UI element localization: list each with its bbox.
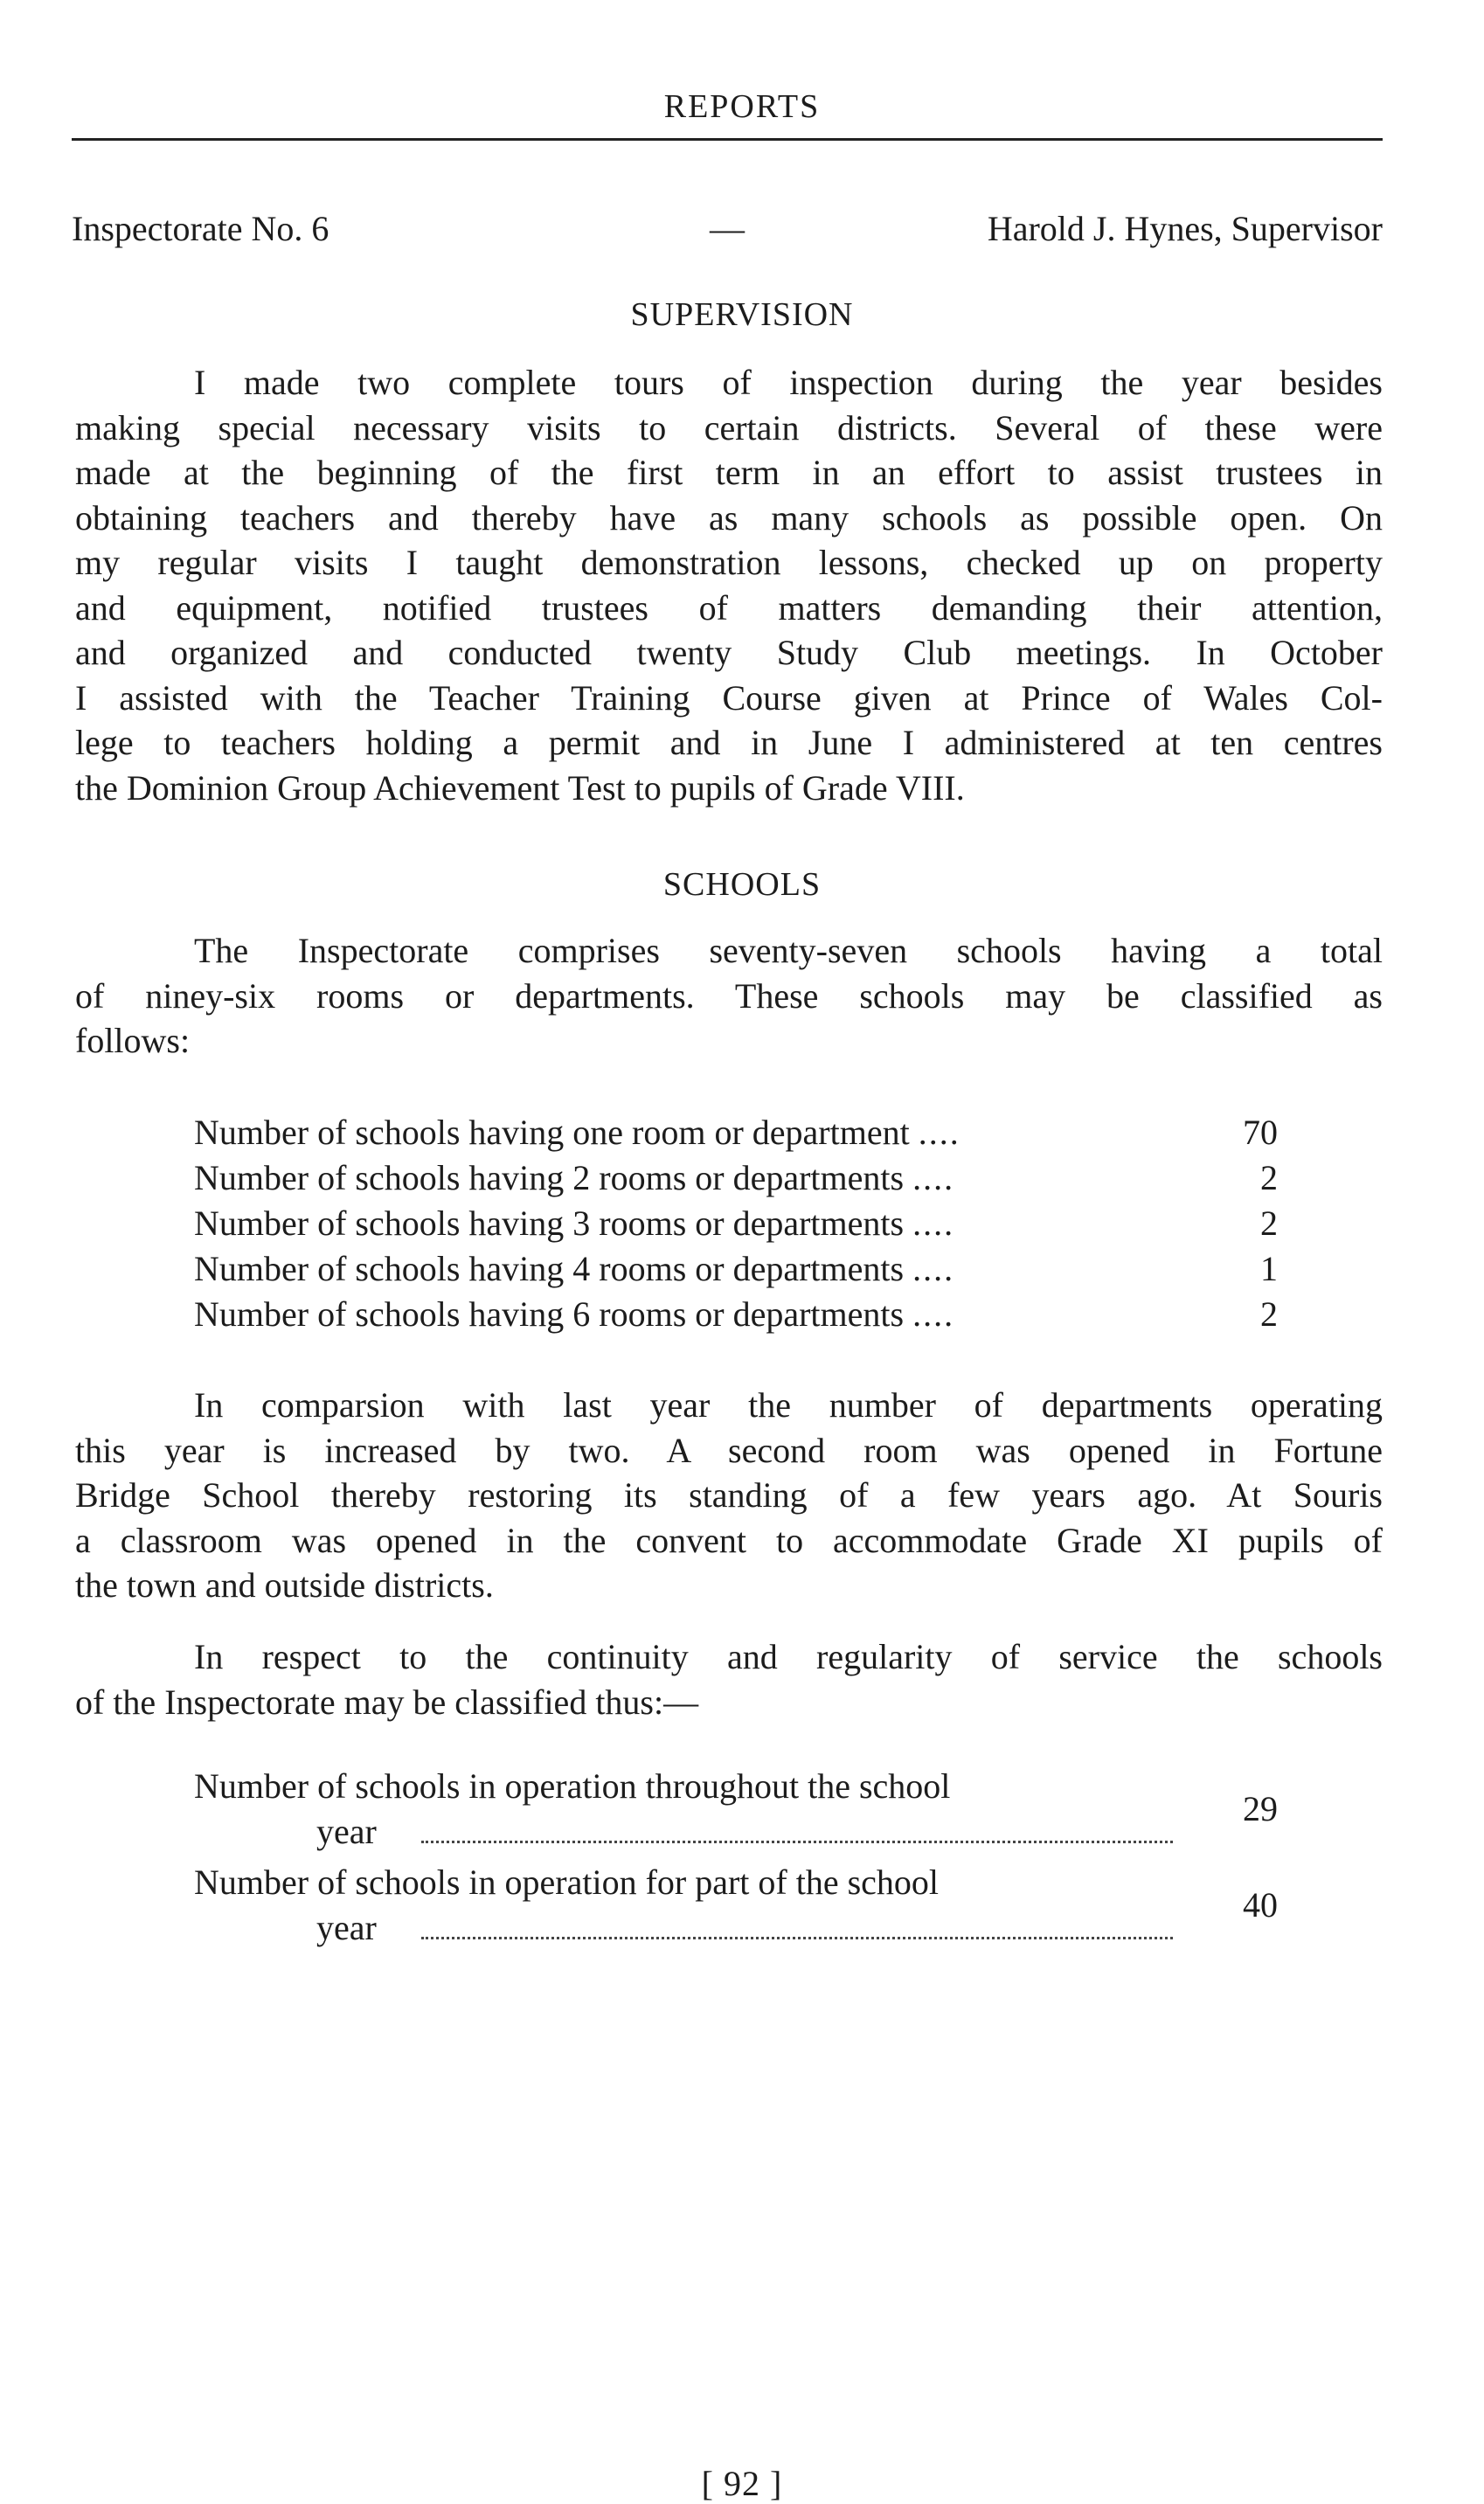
operation-table <box>194 1765 1278 1958</box>
paragraph-line: obtaining teachers and thereby have as many schools as possible open. On <box>75 497 1383 538</box>
row-value: 70 <box>1243 1113 1278 1152</box>
table-row <box>194 1157 1278 1203</box>
dot-leader <box>421 1937 1173 1939</box>
row-label: Number of schools in operation throughout the school <box>194 1766 951 1806</box>
classification-table <box>194 1112 1278 1339</box>
paragraph-line: this year is increased by two. A second room was opened in Fortune <box>75 1430 1383 1470</box>
paragraph-line: I made two complete tours of inspection during the year besides <box>194 363 1383 402</box>
supervisor-name: Harold J. Hynes, Supervisor <box>987 209 1383 248</box>
dot-leader: .... <box>912 1294 955 1334</box>
row-value: 2 <box>1260 1203 1278 1243</box>
paragraph-line: follows: <box>75 1021 191 1060</box>
schools-intro-paragraph <box>75 928 1383 1064</box>
paragraph-line: I assisted with the Teacher Training Course given at Prince of Wales Col- <box>75 677 1383 718</box>
paragraph-line: of niney-six rooms or departments. These schools may be classified as <box>75 975 1383 1016</box>
supervision-heading: SUPERVISION <box>630 296 854 333</box>
header-rule <box>72 138 1383 141</box>
row-label: Number of schools having one room or department <box>194 1113 910 1152</box>
dot-leader: .... <box>912 1203 955 1243</box>
dot-leader <box>421 1841 1173 1843</box>
table-row <box>194 1294 1278 1339</box>
row-label: Number of schools in operation for part of the school <box>194 1862 940 1902</box>
row-label: Number of schools having 4 rooms or departments <box>194 1249 905 1288</box>
byline <box>72 208 1383 252</box>
row-value: 29 <box>1243 1789 1278 1828</box>
row-value: 1 <box>1260 1249 1278 1288</box>
row-value: 2 <box>1260 1158 1278 1197</box>
supervision-paragraph <box>75 360 1383 810</box>
paragraph-line: and equipment, notified trustees of matters demanding their attention, <box>75 587 1383 628</box>
inspectorate-label: Inspectorate No. 6 <box>72 209 329 248</box>
dot-leader: .... <box>912 1158 955 1197</box>
row-value: 40 <box>1243 1885 1278 1925</box>
running-head: REPORTS <box>663 88 821 125</box>
paragraph-line: In comparsion with last year the number of departments operating <box>194 1385 1383 1425</box>
row-label-continuation: year <box>316 1908 377 1947</box>
row-label: Number of schools having 6 rooms or departments <box>194 1294 905 1334</box>
paragraph-line: a classroom was opened in the convent to accommodate Grade XI pupils of <box>75 1520 1383 1560</box>
row-value: 2 <box>1260 1294 1278 1334</box>
page-number: [ 92 ] <box>701 2464 783 2503</box>
paragraph-line: the town and outside districts. <box>75 1565 494 1605</box>
paragraph-line: lege to teachers holding a permit and in June I administered at ten centres <box>75 723 1383 762</box>
paragraph-line: Bridge School thereby restoring its standing of a few years ago. At Souris <box>75 1475 1383 1515</box>
paragraph-line: of the Inspectorate may be classified thus:— <box>75 1682 699 1722</box>
schools-heading: SCHOOLS <box>662 866 822 903</box>
table-row <box>194 1765 1278 1862</box>
table-row <box>194 1862 1278 1958</box>
table-row <box>194 1112 1278 1157</box>
paragraph-line: making special necessary visits to certain districts. Several of these were <box>75 407 1383 447</box>
row-label: Number of schools having 2 rooms or departments <box>194 1158 905 1197</box>
table-row <box>194 1203 1278 1248</box>
paragraph-line: In respect to the continuity and regularity of service the schools <box>194 1637 1383 1676</box>
paragraph-line: the Dominion Group Achievement Test to pupils of Grade VIII. <box>75 767 965 808</box>
paragraph-line: and organized and conducted twenty Study Club meetings. In October <box>75 633 1383 672</box>
table-row <box>194 1248 1278 1294</box>
row-label: Number of schools having 3 rooms or departments <box>194 1203 905 1243</box>
comparison-paragraph <box>75 1383 1383 1608</box>
dot-leader: .... <box>918 1113 960 1152</box>
paragraph-line: my regular visits I taught demonstration lessons, checked up on property <box>75 543 1383 582</box>
dot-leader: .... <box>912 1249 955 1288</box>
continuity-paragraph <box>75 1634 1383 1724</box>
paragraph-line: made at the beginning of the first term in an effort to assist trustees in <box>75 453 1383 492</box>
byline-dash: — <box>710 209 745 248</box>
row-label-continuation: year <box>316 1812 377 1851</box>
paragraph-line: The Inspectorate comprises seventy-seven schools having a total <box>194 931 1383 970</box>
